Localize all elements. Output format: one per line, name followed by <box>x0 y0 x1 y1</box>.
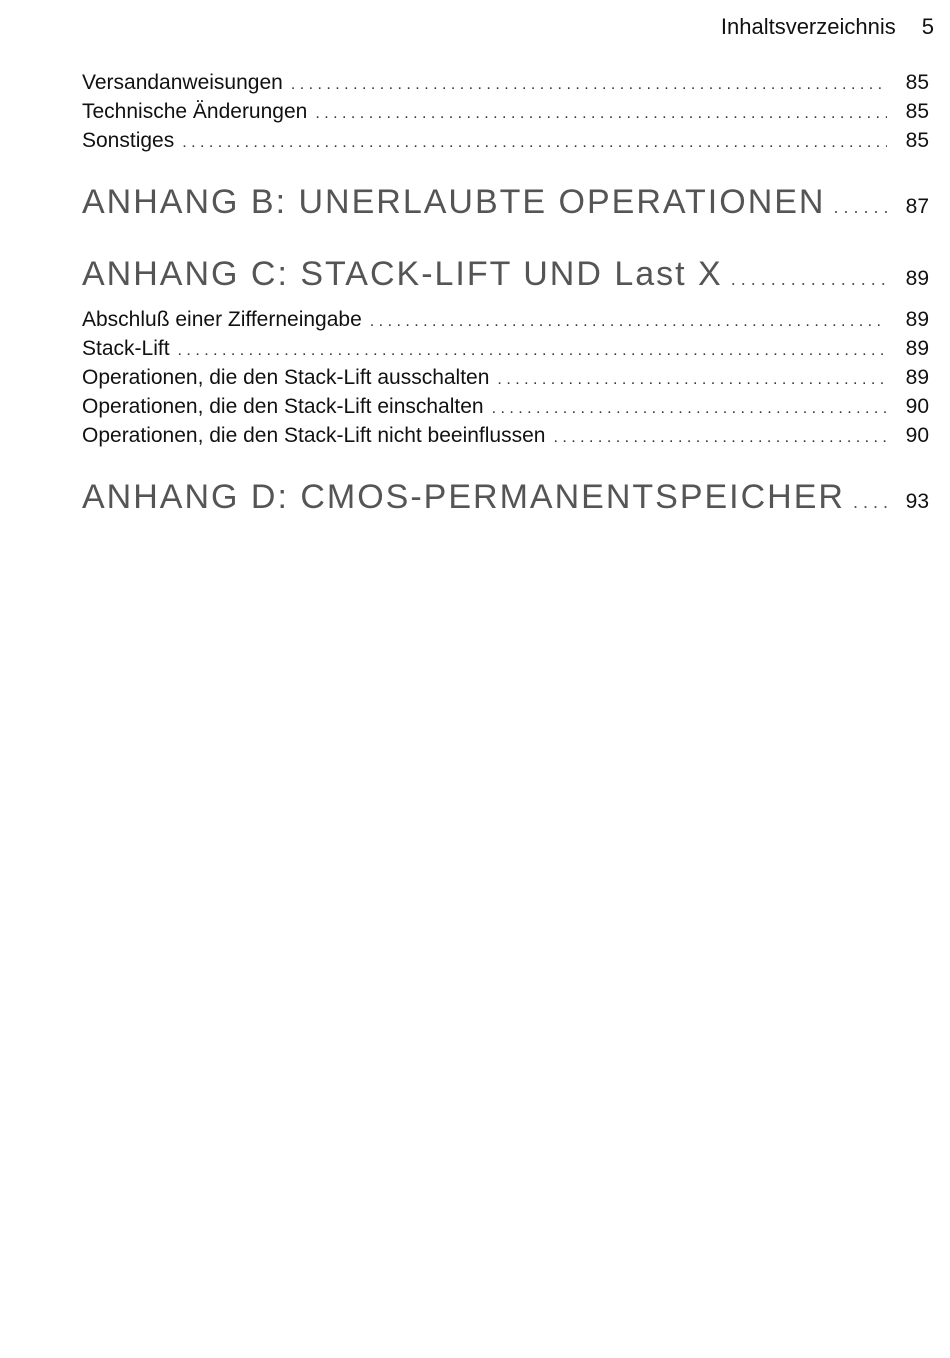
chapter-heading-anhang-b[interactable] <box>82 177 929 227</box>
toc-section-anhang-c <box>82 305 929 450</box>
dot-leader <box>834 182 888 232</box>
dot-leader <box>553 423 887 452</box>
toc-entry[interactable] <box>82 392 929 421</box>
toc-entry-label: Versandanweisungen <box>82 71 283 94</box>
toc-entry-page: 85 <box>905 129 929 152</box>
page-header <box>721 14 934 40</box>
chapter-title: ANHANG B: UNERLAUBTE OPERATIONEN <box>82 183 826 221</box>
spacer <box>82 227 929 249</box>
toc-entry-page: 90 <box>905 395 929 418</box>
chapter-title: ANHANG D: CMOS-PERMANENTSPEICHER <box>82 478 845 516</box>
toc-entry-page: 89 <box>905 337 929 360</box>
dot-leader <box>182 128 887 157</box>
chapter-page: 87 <box>905 195 929 218</box>
dot-leader <box>178 336 887 365</box>
toc-entry[interactable] <box>82 421 929 450</box>
toc-entry[interactable] <box>82 68 929 97</box>
toc-entry-page: 89 <box>905 366 929 389</box>
toc-entry[interactable] <box>82 97 929 126</box>
toc-entry-label: Sonstiges <box>82 129 175 152</box>
dot-leader <box>315 99 887 128</box>
toc-entry-label: Operationen, die den Stack-Lift einschalten <box>82 395 484 418</box>
running-title: Inhaltsverzeichnis <box>720 14 896 39</box>
toc-entry[interactable] <box>82 334 929 363</box>
toc-entry[interactable] <box>82 363 929 392</box>
dot-leader <box>853 477 887 527</box>
spacer <box>82 450 929 472</box>
toc-entry[interactable] <box>82 126 929 155</box>
dot-leader <box>731 254 887 304</box>
toc-entry-label: Operationen, die den Stack-Lift nicht beeinflussen <box>82 424 546 447</box>
toc-entry-page: 85 <box>905 71 929 94</box>
toc-entry-label: Abschluß einer Zifferneingabe <box>82 308 362 331</box>
toc-entry-page: 85 <box>905 100 929 123</box>
chapter-title: ANHANG C: STACK-LIFT UND Last X <box>82 255 723 293</box>
spacer <box>82 155 929 177</box>
chapter-page: 93 <box>905 490 929 513</box>
toc-entry-label: Technische Änderungen <box>82 100 308 123</box>
toc-section-intro <box>82 68 929 155</box>
dot-leader <box>497 365 887 394</box>
chapter-heading-anhang-c[interactable] <box>82 249 929 299</box>
dot-leader <box>370 307 887 336</box>
toc-entry-page: 89 <box>905 308 929 331</box>
page-number: 5 <box>921 14 934 39</box>
toc-entry-label: Stack-Lift <box>82 337 170 360</box>
toc-entry[interactable] <box>82 305 929 334</box>
chapter-page: 89 <box>905 267 929 290</box>
chapter-heading-anhang-d[interactable] <box>82 472 929 522</box>
toc-entry-label: Operationen, die den Stack-Lift ausschalten <box>82 366 490 389</box>
dot-leader <box>291 70 887 99</box>
table-of-contents <box>82 68 929 522</box>
toc-entry-page: 90 <box>905 424 929 447</box>
dot-leader <box>492 394 887 423</box>
